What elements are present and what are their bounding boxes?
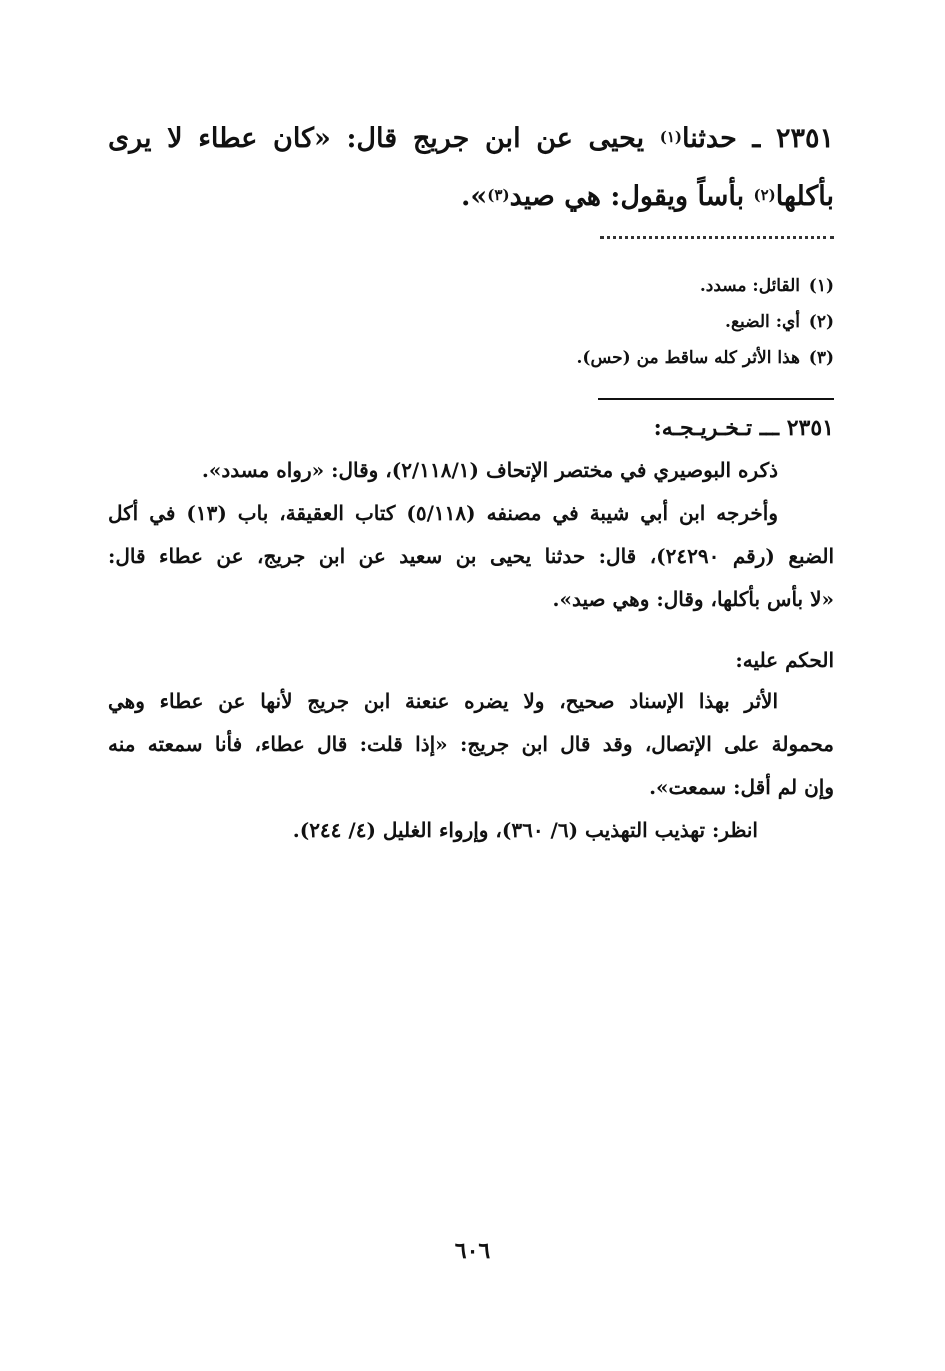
- hukm-line-2: محمولة على الإتصال، وقد قال ابن جريج: «إذا قلت: قال عطاء، فأنا سمعته منه: [108, 732, 834, 756]
- hadith-text: [108, 110, 834, 226]
- footnote-text: هذا الأثر كله ساقط من (حس).: [576, 348, 800, 368]
- hadith-text-part: بأساً ويقول: هي صيد: [509, 181, 754, 212]
- footnote-number: (١): [808, 276, 834, 296]
- takhrij-paragraph-2-line-2: الضبع (رقم ٢٤٢٩٠)، قال: حدثنا يحيى بن سعيد عن ابن جريج، عن عطاء قال:: [108, 544, 835, 568]
- footnote-3: [500, 340, 834, 376]
- takhrij-heading: ٢٣٥١ ـــ تـخـريـجـه:: [653, 415, 834, 441]
- footnote-1: [500, 268, 834, 304]
- footnote-2: [500, 304, 834, 340]
- footnote-number: (٢): [808, 312, 834, 332]
- hukm-line-1: الأثر بهذا الإسناد صحيح، ولا يضره عنعنة ابن جريج لأنها عن عطاء وهي: [108, 689, 778, 713]
- takhrij-paragraph-1: ذكره البوصيري في مختصر الإتحاف (٢/١١٨/١)، وقال: «رواه مسدد».: [201, 458, 778, 482]
- hadith-line-2: [108, 168, 834, 226]
- hukm-heading: الحكم عليه:: [735, 648, 834, 672]
- hadith-text-end: ».: [461, 181, 488, 212]
- hukm-body: [108, 680, 834, 852]
- hadith-text-part: يحيى عن ابن جريج قال: «كان عطاء لا يرى: [108, 123, 660, 154]
- hukm-line-3: وإن لم أقل: سمعت».: [649, 775, 834, 799]
- hadith-text-part: بأكلها: [775, 181, 834, 212]
- footnote-ref-2: (٢): [753, 186, 776, 204]
- footnote-separator: [600, 236, 834, 247]
- page-number: ٦٠٦: [454, 1238, 491, 1264]
- takhrij-paragraph-2-line-1: وأخرجه ابن أبي شيبة في مصنفه (٥/١١٨) كتاب العقيقة، باب (١٣) في أكل: [108, 501, 778, 525]
- section-divider: [598, 398, 834, 400]
- takhrij-body: [108, 449, 834, 621]
- hadith-number-and-narrator: ٢٣٥١ ـ حدثنا: [682, 123, 834, 154]
- footnotes: [500, 268, 834, 376]
- footnote-number: (٣): [808, 348, 834, 368]
- footnote-ref-3: (٣): [487, 186, 510, 204]
- hadith-line-1: [108, 110, 834, 168]
- footnote-text: القائل: مسدد.: [699, 276, 800, 296]
- footnote-ref-1: (١): [659, 128, 683, 146]
- takhrij-paragraph-2-line-3: «لا بأس بأكلها، وقال: وهي صيد».: [552, 587, 834, 611]
- footnote-text: أي: الضبع.: [725, 312, 800, 332]
- hukm-reference: انظر: تهذيب التهذيب (٦/ ٣٦٠)، وإرواء الغليل (٤/ ٢٤٤).: [292, 818, 758, 842]
